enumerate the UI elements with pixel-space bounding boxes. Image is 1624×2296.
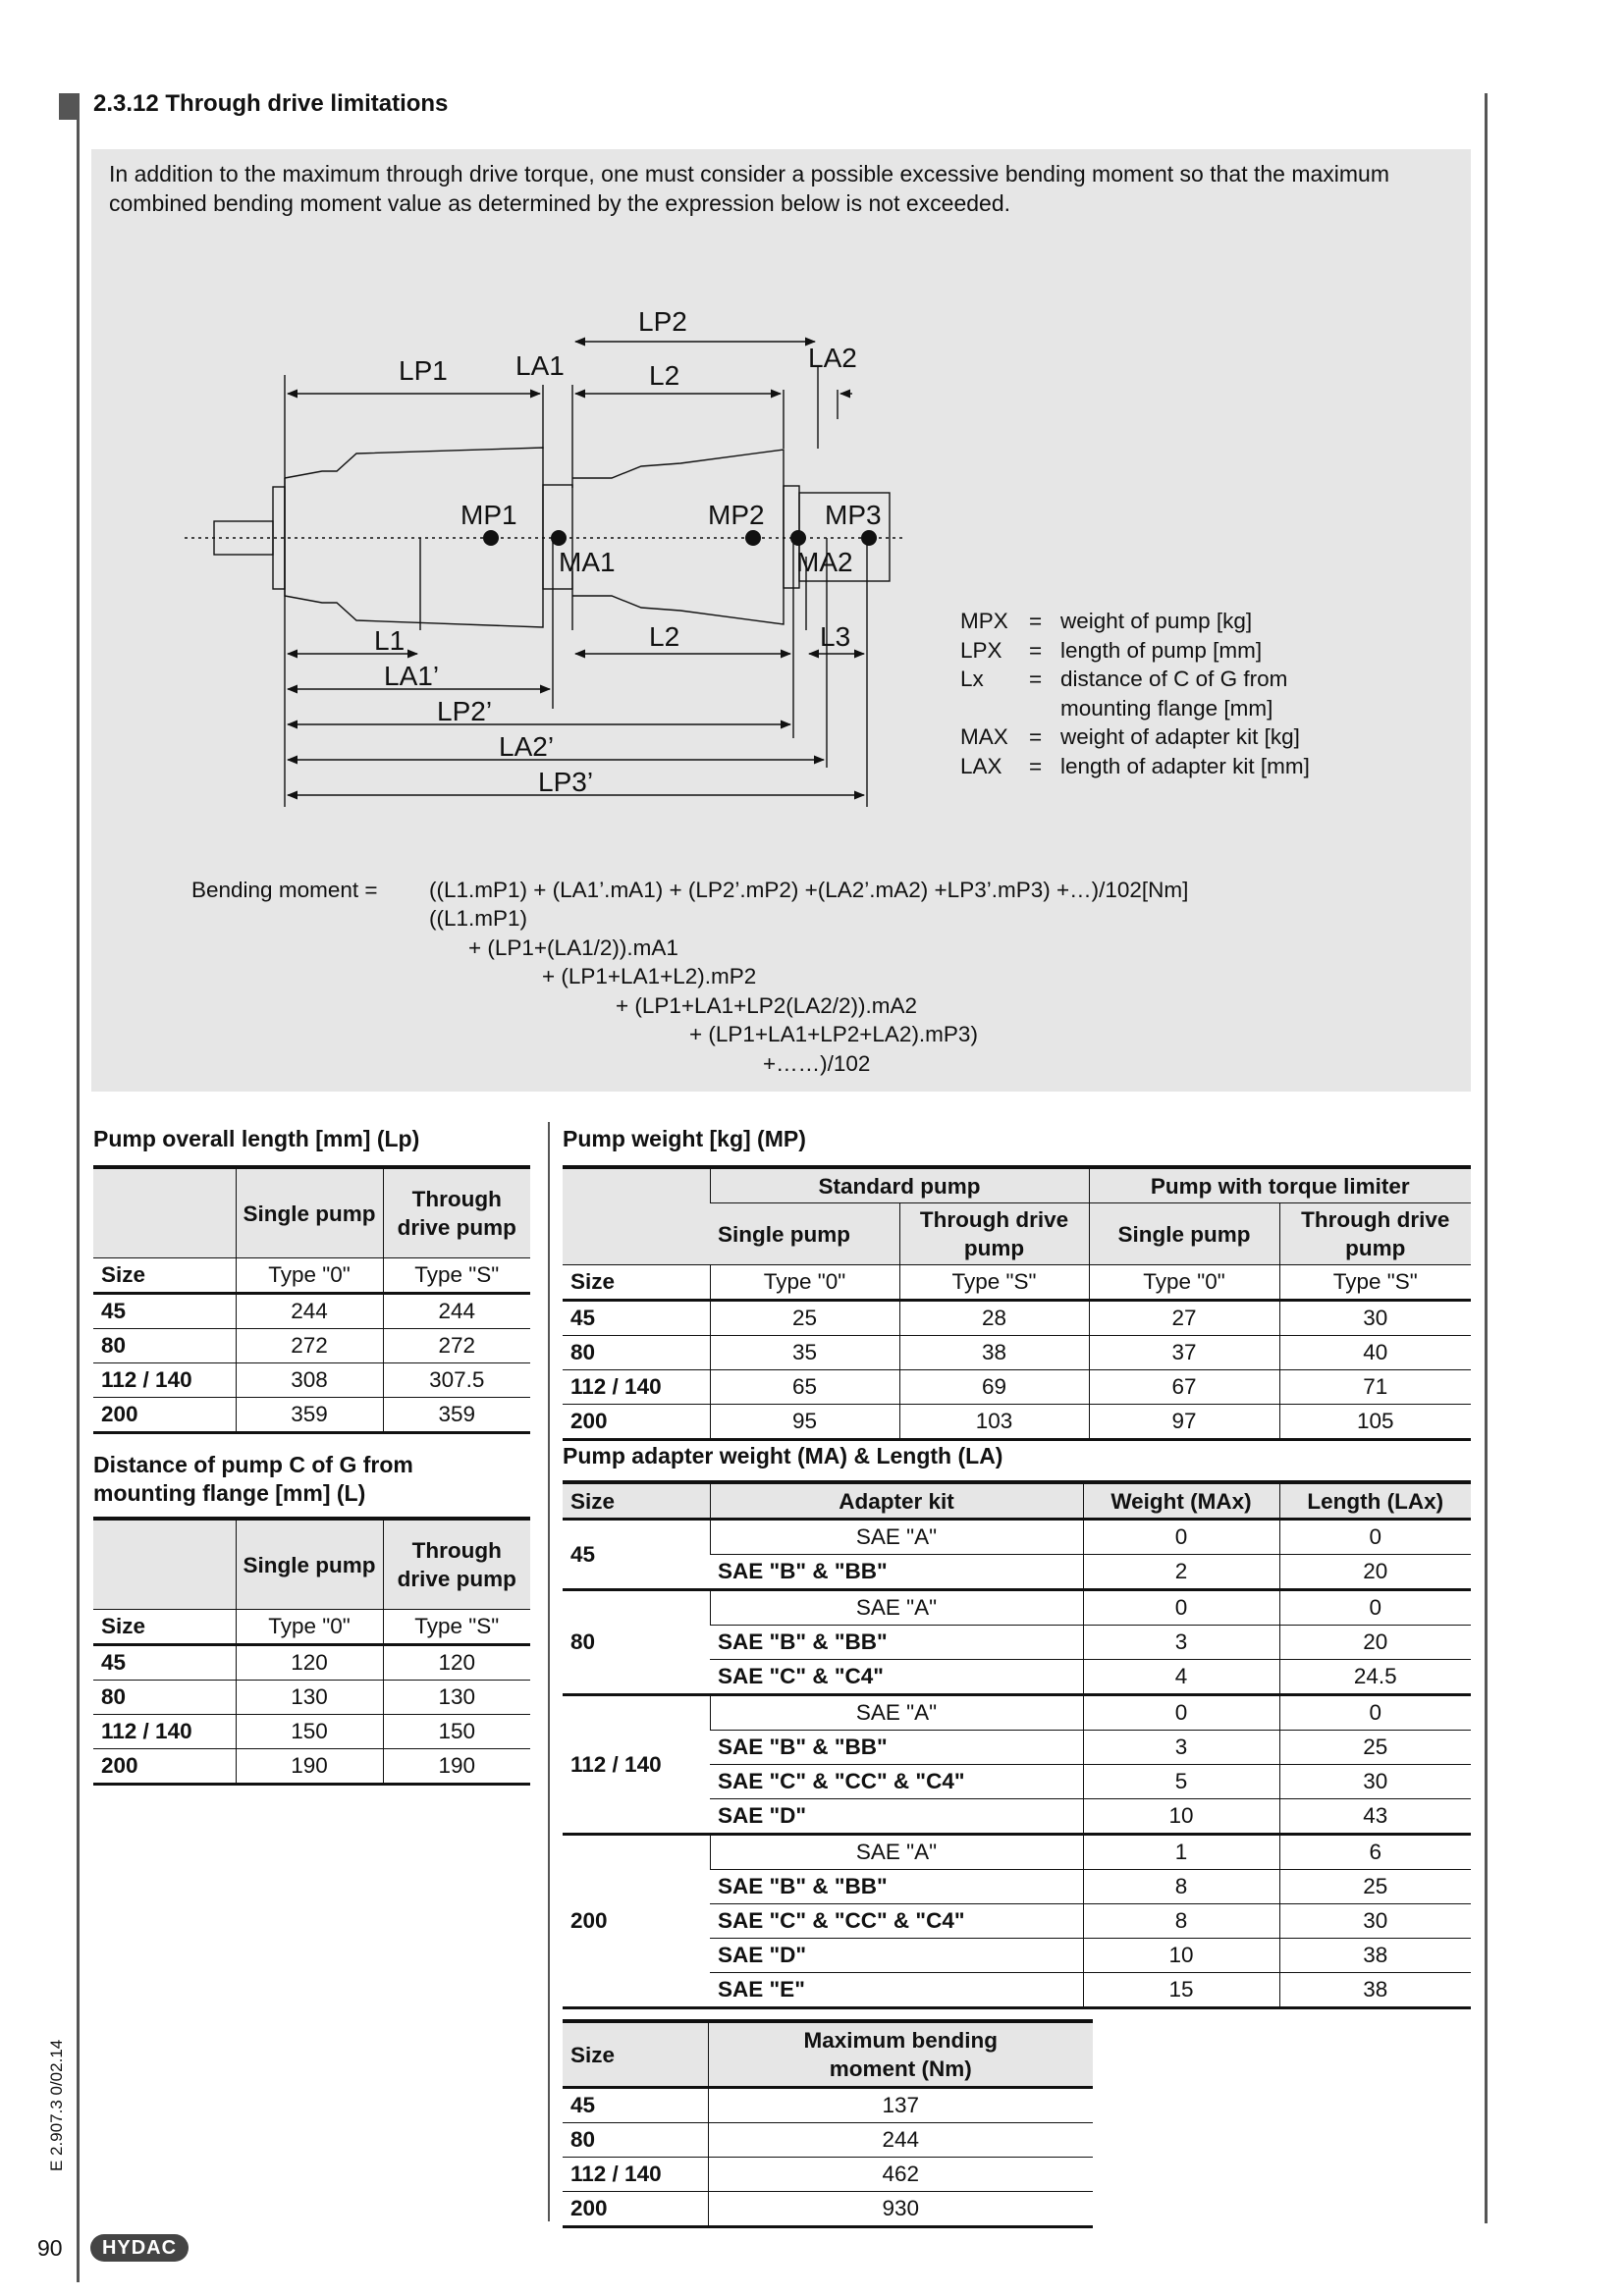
svg-text:MA2: MA2	[796, 547, 853, 577]
table-row: 112 / 140 308 307.5	[93, 1363, 530, 1398]
table-row: 80 272 272	[93, 1329, 530, 1363]
formula-label: Bending moment =	[191, 878, 378, 902]
table-length-title: Pump overall length [mm] (Lp)	[93, 1126, 420, 1151]
table-row: 200 SAE "A" 1 6	[563, 1835, 1471, 1870]
svg-text:LA2: LA2	[808, 343, 857, 373]
table-row: 200 190 190	[93, 1749, 530, 1785]
right-margin-line	[1485, 93, 1488, 2223]
svg-text:LA2’: LA2’	[499, 731, 555, 762]
svg-text:LA1: LA1	[515, 350, 565, 381]
table-row: SAE "C" & "CC" & "C4" 8 30	[563, 1904, 1471, 1939]
table-row: 80 SAE "A" 0 0	[563, 1590, 1471, 1626]
pump-weight-table: Standard pump Pump with torque limiter Single pump Through drive pump Single pump Through drive pump Size Type "0" Type "S" Type "0" Type "S" 45 25 28 27 30 80 35 38 37 40 112 / 140 65 69 67 71 200 95 103 97 105	[563, 1165, 1471, 1441]
svg-text:L2: L2	[649, 621, 680, 652]
table-row: 45 120 120	[93, 1645, 530, 1681]
table-row: 200 359 359	[93, 1398, 530, 1433]
page-number: 90	[37, 2235, 63, 2261]
svg-text:L3: L3	[820, 621, 851, 652]
svg-text:LP3’: LP3’	[538, 767, 594, 797]
table-adapter-title: Pump adapter weight (MA) & Length (LA)	[563, 1443, 1003, 1468]
pump-length-table: Single pump Through drive pump Size Type "0" Type "S" 45 244 244 80 272 272 112 / 140 308 307.5 200 359 359	[93, 1165, 530, 1434]
document-code: E 2.907.3 0/02.14	[47, 2039, 66, 2171]
svg-text:LP1: LP1	[399, 355, 448, 386]
svg-text:MP3: MP3	[825, 500, 882, 530]
table-row: SAE "C" & "C4" 4 24.5	[563, 1660, 1471, 1695]
table-weight-title: Pump weight [kg] (MP)	[563, 1126, 806, 1151]
hydac-logo: HYDAC	[90, 2234, 189, 2262]
table-row: 80 130 130	[93, 1681, 530, 1715]
table-row: SAE "E" 15 38	[563, 1973, 1471, 2008]
table-row: SAE "B" & "BB" 3 25	[563, 1731, 1471, 1765]
svg-text:LP2’: LP2’	[437, 696, 493, 726]
svg-text:L1: L1	[374, 625, 406, 656]
table-cog-title: Distance of pump C of G from mounting flange [mm] (L)	[93, 1452, 413, 1506]
left-margin-line	[77, 93, 80, 2282]
table-row: 200 930	[563, 2192, 1093, 2227]
svg-text:MP1: MP1	[460, 500, 517, 530]
cog-distance-table: Single pump Through drive pump Size Type "0" Type "S" 45 120 120 80 130 130 112 / 140 150 150 200 190 190	[93, 1517, 530, 1786]
table-row: 80 244	[563, 2123, 1093, 2158]
table-row: SAE "D" 10 43	[563, 1799, 1471, 1835]
section-title: 2.3.12 Through drive limitations	[93, 90, 449, 117]
table-row: 80 35 38 37 40	[563, 1336, 1471, 1370]
table-row: 45 25 28 27 30	[563, 1301, 1471, 1336]
svg-text:LA1’: LA1’	[384, 661, 440, 691]
max-bending-moment-table: Size Maximum bending moment (Nm) 45 137 80 244 112 / 140 462 200 930	[563, 2019, 1093, 2228]
adapter-table: Size Adapter kit Weight (MAx) Length (LAx) 45 SAE "A" 0 0 SAE "B" & "BB" 2 20 80 SAE "A" 0 0 SAE "B" & "BB" 3 20 SAE "C" & "C4" 4 24.5 112 / 140 SAE "A" 0 0 SAE "B" & "BB" 3 25 SAE "C" & "CC" & "C4" 5 30 SAE "D" 10 43 200 SAE "A" 1 6 SAE "B" & "BB" 8 25 SAE "C" & "CC" & "C4" 8 30 SAE "D" 10 38 SAE "E" 15 38	[563, 1480, 1471, 2009]
svg-text:LP2: LP2	[638, 306, 687, 337]
table-row: SAE "B" & "BB" 8 25	[563, 1870, 1471, 1904]
table-row: 45 244 244	[93, 1294, 530, 1329]
diagram-legend: MPX = weight of pump [kg] LPX = length of pump [mm] Lx = distance of C of G from mounting flange [mm] MAX = weight of adapter kit [kg] LAX = length of adapter kit [mm]	[960, 609, 1310, 778]
svg-text:MP2: MP2	[708, 500, 765, 530]
table-row: SAE "C" & "CC" & "C4" 5 30	[563, 1765, 1471, 1799]
table-row: 200 95 103 97 105	[563, 1405, 1471, 1440]
section-marker	[59, 93, 77, 120]
intro-text: In addition to the maximum through drive torque, one must consider a possible excessive bending moment so that the maximum combined bending moment value as determined by the expression below is not exceeded.	[109, 161, 1390, 216]
svg-text:L2: L2	[649, 360, 680, 391]
table-row: SAE "D" 10 38	[563, 1939, 1471, 1973]
table-row: SAE "B" & "BB" 2 20	[563, 1555, 1471, 1590]
table-row: 112 / 140 65 69 67 71	[563, 1370, 1471, 1405]
table-row: SAE "B" & "BB" 3 20	[563, 1626, 1471, 1660]
table-row: 112 / 140 SAE "A" 0 0	[563, 1695, 1471, 1731]
table-row: 45 SAE "A" 0 0	[563, 1520, 1471, 1555]
column-divider	[548, 1122, 550, 2221]
svg-text:MA1: MA1	[559, 547, 616, 577]
table-row: 112 / 140 462	[563, 2158, 1093, 2192]
table-row: 112 / 140 150 150	[93, 1715, 530, 1749]
table-row: 45 137	[563, 2088, 1093, 2123]
